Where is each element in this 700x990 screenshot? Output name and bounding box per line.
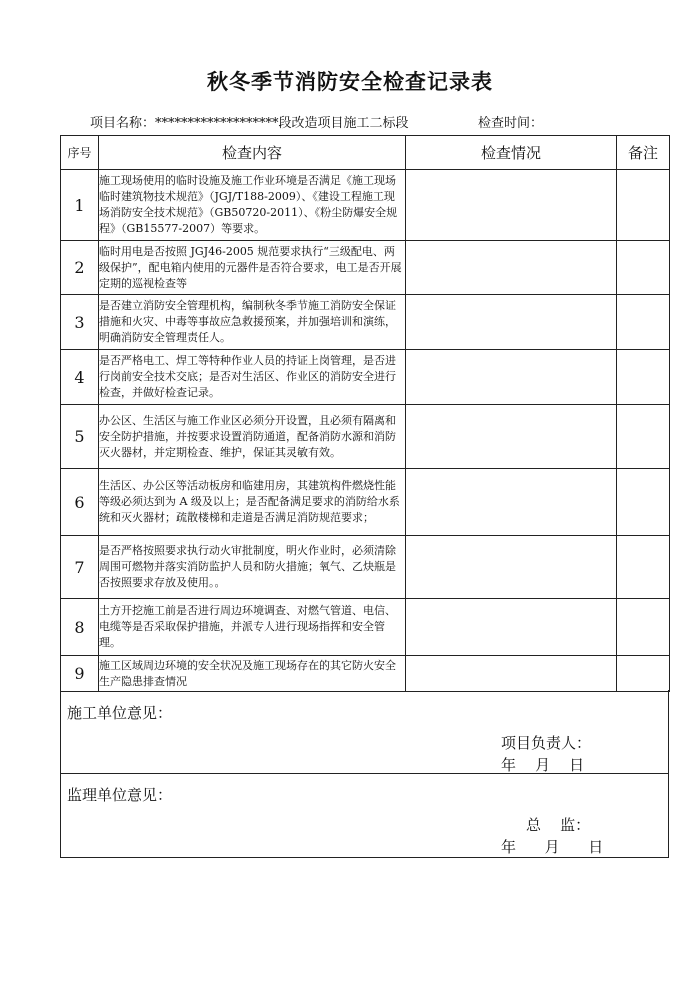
- row-number: 7: [61, 536, 99, 599]
- construction-opinion-label: 施工单位意见：: [67, 704, 173, 722]
- construction-date: 年 月 日: [501, 756, 585, 774]
- table-row: [61, 241, 670, 295]
- row-remark-cell[interactable]: [617, 295, 670, 350]
- row-remark-cell[interactable]: [617, 241, 670, 295]
- row-status-cell[interactable]: [406, 350, 617, 405]
- row-number: 9: [61, 656, 99, 692]
- row-content: 是否严格按照要求执行动火审批制度，明火作业时，必须清除周围可燃物并落实消防监护人员和防火措施；氧气、乙炔瓶是否按照要求存放及使用。。: [99, 536, 406, 599]
- header-remark: 备注: [617, 136, 670, 170]
- table-row: [61, 599, 670, 656]
- table-row: [61, 295, 670, 350]
- row-remark-cell[interactable]: [617, 469, 670, 536]
- row-content: 生活区、办公区等活动板房和临建用房，其建筑构件燃烧性能等级必须达到为 A 级及以上；是否配备满足要求的消防给水系统和灭火器材；疏散楼梯和走道是否满足消防规范要求；: [99, 469, 406, 536]
- row-content: 是否严格电工、焊工等特种作业人员的持证上岗管理，是否进行岗前安全技术交底；是否对生活区、作业区的消防安全进行检查，并做好检查记录。: [99, 350, 406, 405]
- row-status-cell[interactable]: [406, 599, 617, 656]
- inspection-table: [60, 135, 670, 692]
- table-row: [61, 469, 670, 536]
- row-remark-cell[interactable]: [617, 170, 670, 241]
- table-row: [61, 656, 670, 692]
- row-remark-cell[interactable]: [617, 536, 670, 599]
- row-content: 办公区、生活区与施工作业区必须分开设置，且必须有隔离和安全防护措施，并按要求设置消防通道，配备消防水源和消防灭火器材，并定期检查、维护，保证其灵敏有效。: [99, 405, 406, 469]
- chief-supervisor-label: 总 监：: [526, 816, 591, 834]
- supervision-opinion-label: 监理单位意见：: [67, 786, 173, 804]
- row-status-cell[interactable]: [406, 536, 617, 599]
- supervision-date: 年 月 日: [501, 838, 604, 856]
- row-content: 施工现场使用的临时设施及施工作业环境是否满足《施工现场临时建筑物技术规范》（JGJ/T188-2009）、《建设工程施工现场消防安全技术规范》（GB50720-2011）、《粉尘防爆安全规程》（GB15577-2007）等要求。: [99, 170, 406, 241]
- check-time-label: 检查时间：: [478, 116, 544, 131]
- table-row: [61, 170, 670, 241]
- row-remark-cell[interactable]: [617, 599, 670, 656]
- row-content: 是否建立消防安全管理机构，编制秋冬季节施工消防安全保证措施和火灾、中毒等事故应急救援预案，并加强培训和演练，明确消防安全管理责任人。: [99, 295, 406, 350]
- row-number: 1: [61, 170, 99, 241]
- row-remark-cell[interactable]: [617, 656, 670, 692]
- row-content: 临时用电是否按照 JGJ46-2005 规范要求执行“三级配电、两级保护”，配电箱内使用的元器件是否符合要求，电工是否开展定期的巡视检查等: [99, 241, 406, 295]
- row-content: 施工区域周边环境的安全状况及施工现场存在的其它防火安全生产隐患排查情况: [99, 656, 406, 692]
- header-no: 序号: [61, 136, 99, 170]
- row-status-cell[interactable]: [406, 295, 617, 350]
- row-status-cell[interactable]: [406, 469, 617, 536]
- row-number: 4: [61, 350, 99, 405]
- row-remark-cell[interactable]: [617, 350, 670, 405]
- project-manager-label: 项目负责人：: [501, 734, 592, 752]
- row-number: 3: [61, 295, 99, 350]
- table-header-row: [61, 136, 670, 170]
- table-row: [61, 536, 670, 599]
- page-title: 秋冬季节消防安全检查记录表: [207, 69, 493, 94]
- header-content: 检查内容: [99, 136, 406, 170]
- row-content: 土方开挖施工前是否进行周边环境调查、对燃气管道、电信、电缆等是否采取保护措施，并派专人进行现场指挥和安全管理。: [99, 599, 406, 656]
- header-status: 检查情况: [406, 136, 617, 170]
- row-number: 2: [61, 241, 99, 295]
- row-status-cell[interactable]: [406, 656, 617, 692]
- row-remark-cell[interactable]: [617, 405, 670, 469]
- row-status-cell[interactable]: [406, 170, 617, 241]
- table-row: [61, 350, 670, 405]
- project-name: 项目名称：*******************段改造项目施工二标段: [90, 116, 409, 131]
- row-status-cell[interactable]: [406, 405, 617, 469]
- row-status-cell[interactable]: [406, 241, 617, 295]
- row-number: 8: [61, 599, 99, 656]
- row-number: 6: [61, 469, 99, 536]
- row-number: 5: [61, 405, 99, 469]
- supervision-opinion-box[interactable]: [60, 774, 669, 858]
- table-row: [61, 405, 670, 469]
- construction-opinion-box[interactable]: [60, 690, 669, 774]
